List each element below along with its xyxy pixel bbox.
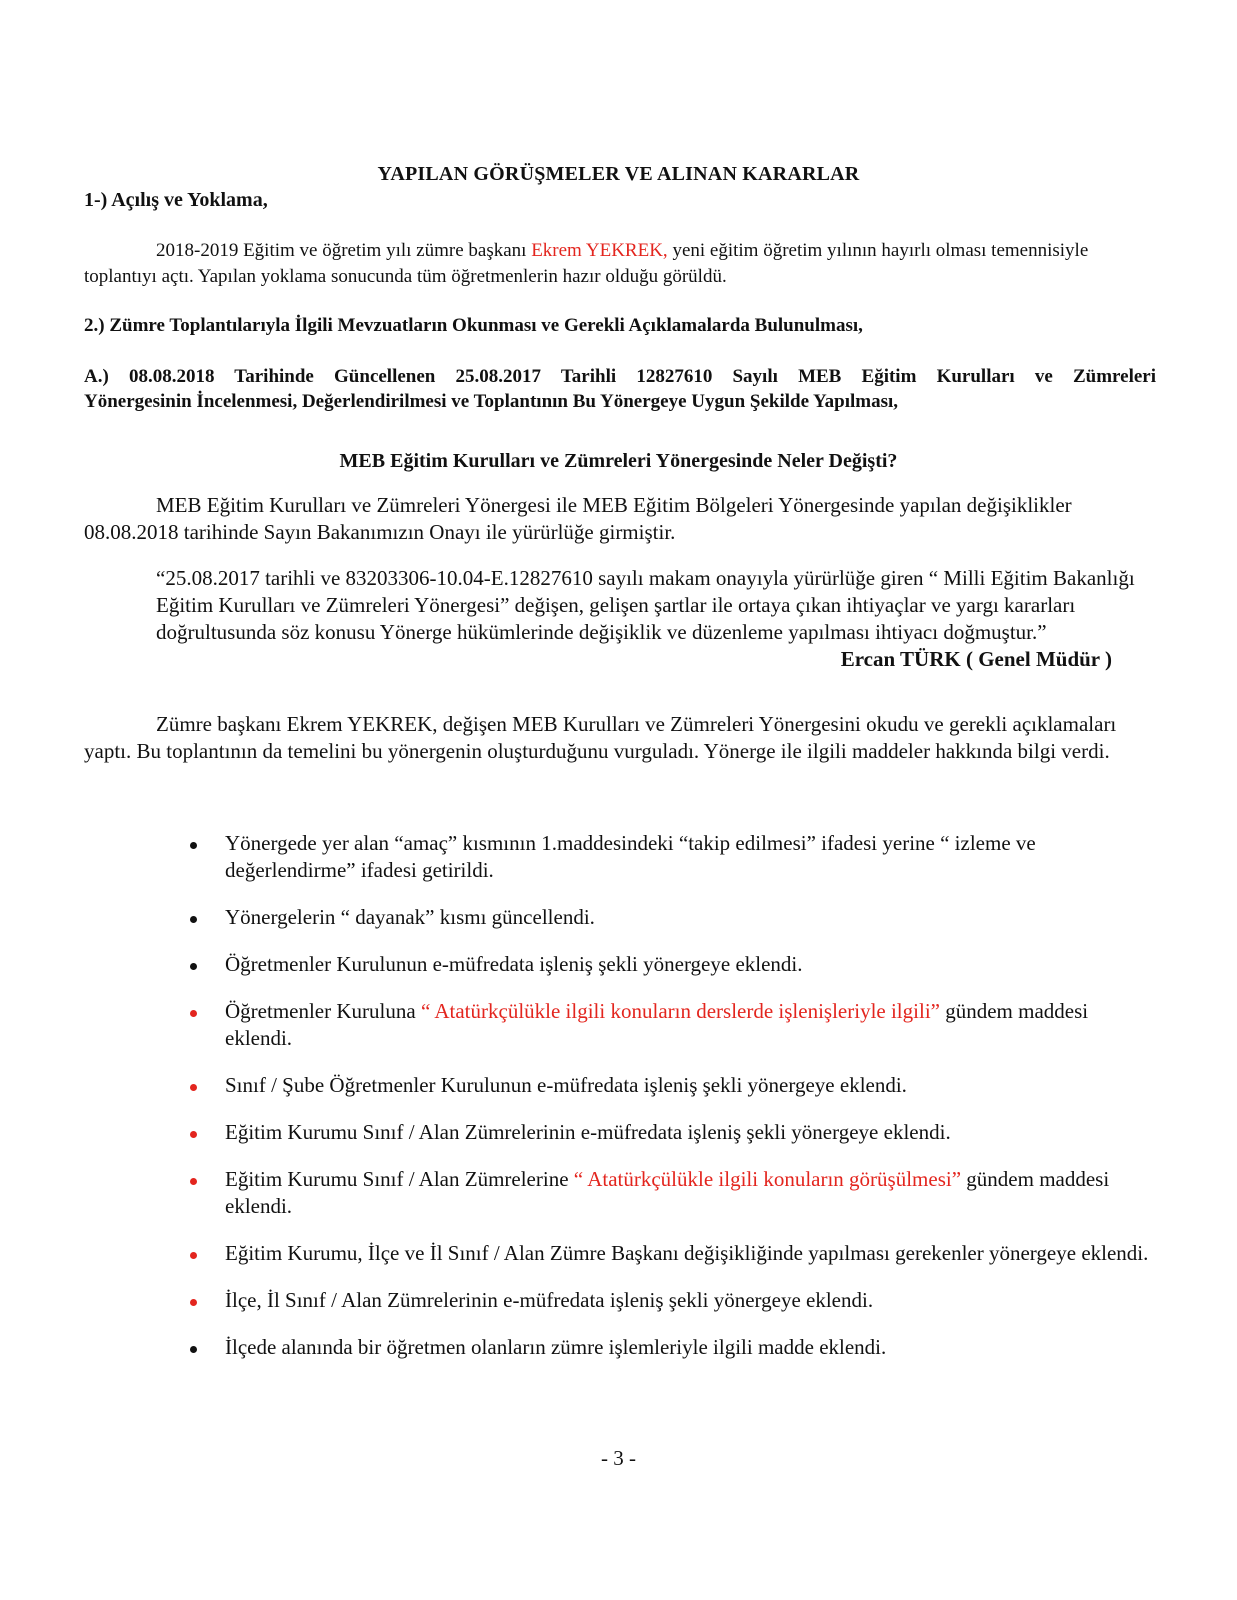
list-item-text: gündem maddesi eklendi. xyxy=(225,999,1089,1050)
list-item-text: Yönergede yer alan “amaç” kısmının 1.maddesindeki “takip edilmesi” ifadesi yerine “ izleme ve değerlendirme” ifadesi getirildi. xyxy=(225,831,1036,882)
list-item-text: Sınıf / Şube Öğretmenler Kurulunun e-müfredata işleniş şekli yönergeye eklendi. xyxy=(225,1073,907,1097)
list-item xyxy=(190,830,1150,884)
list-item xyxy=(190,1240,1150,1267)
list-item xyxy=(190,998,1150,1052)
bullet-icon xyxy=(190,1084,197,1091)
list-item xyxy=(190,1119,1150,1146)
list-item xyxy=(190,1334,1150,1361)
list-item-text: gündem maddesi eklendi. xyxy=(225,1167,1110,1218)
bullet-icon xyxy=(190,1252,197,1259)
para-text: yeni eğitim öğretim yılının hayırlı olması temennisiyle toplantıyı açtı. Yapılan yoklama sonucunda tüm öğretmenlerin hazır olduğu görüldü. xyxy=(84,240,1089,287)
quote-block xyxy=(156,565,1156,673)
list-item-text: İlçe, İl Sınıf / Alan Zümrelerinin e-müfredata işleniş şekli yönergeye eklendi. xyxy=(225,1288,874,1312)
list-item-text: Yönergelerin “ dayanak” kısmı güncellendi. xyxy=(225,905,595,929)
list-item xyxy=(190,951,1150,978)
bullet-icon xyxy=(190,1346,197,1353)
page-title: YAPILAN GÖRÜŞMELER VE ALINAN KARARLAR xyxy=(377,163,860,185)
section-2-heading: 2.) Zümre Toplantılarıyla İlgili Mevzuatların Okunması ve Gerekli Açıklamalarda Bulunulması, xyxy=(84,315,863,336)
list-item-text: Öğretmenler Kuruluna xyxy=(225,999,421,1023)
list-item xyxy=(190,904,1150,931)
list-item xyxy=(190,1287,1150,1314)
changes-list xyxy=(190,830,1150,1381)
quote-text: “25.08.2017 tarihli ve 83203306-10.04-E.12827610 sayılı makam onayıyla yürürlüğe giren “ Milli Eğitim Bakanlığı Eğitim Kurulları ve Zümreleri Yönergesi” değişen, gelişen şartlar ile ortaya çıkan ihtiyaçlar ve yargı kararları doğrultusunda söz konusu Yönerge hükümlerinde değişiklik ve düzenleme yapılması ihtiyacı doğmuştur.” xyxy=(156,566,1135,644)
list-item-text: Eğitim Kurumu, İlçe ve İl Sınıf / Alan Zümre Başkanı değişikliğinde yapılması gerekenler yönergeye eklendi. xyxy=(225,1241,1149,1265)
bullet-icon xyxy=(190,1299,197,1306)
list-item-text: İlçede alanında bir öğretmen olanların zümre işlemleriyle ilgili madde eklendi. xyxy=(225,1335,887,1359)
bullet-icon xyxy=(190,916,197,923)
zumre-paragraph: Zümre başkanı Ekrem YEKREK, değişen MEB Kurulları ve Zümreleri Yönergesini okudu ve gerekli açıklamaları yaptı. Bu toplantının da temelini bu yönergenin oluşturduğunu vurguladı. Yönerge ile ilgili maddeler hakkında bilgi verdi. xyxy=(84,712,1117,763)
para-text: 2018-2019 Eğitim ve öğretim yılı zümre başkanı xyxy=(156,240,532,261)
list-item-highlight: “ Atatürkçülükle ilgili konuların derslerde işlenişleriyle ilgili” xyxy=(420,999,940,1023)
section-a-heading xyxy=(84,364,1156,414)
section-a-line-2: Yönergesinin İncelenmesi, Değerlendirilmesi ve Toplantının Bu Yönergeye Uygun Şekilde Yapılması, xyxy=(84,391,899,412)
list-item-highlight: “ Atatürkçülükle ilgili konuların görüşülmesi” xyxy=(573,1167,962,1191)
page-number: - 3 - xyxy=(601,1446,636,1470)
bullet-icon xyxy=(190,1131,197,1138)
list-item xyxy=(190,1166,1150,1220)
quote-signature: Ercan TÜRK ( Genel Müdür ) xyxy=(840,647,1112,671)
chair-name: Ekrem YEKREK, xyxy=(531,240,668,261)
list-item-text: Eğitim Kurumu Sınıf / Alan Zümrelerine xyxy=(225,1167,574,1191)
section-1-heading: 1-) Açılış ve Yoklama, xyxy=(84,189,268,211)
section-1-paragraph xyxy=(84,238,1156,290)
bullet-icon xyxy=(190,1010,197,1017)
list-item xyxy=(190,1072,1150,1099)
bullet-icon xyxy=(190,842,197,849)
list-item-text: Öğretmenler Kurulunun e-müfredata işleniş şekli yönergeye eklendi. xyxy=(225,952,803,976)
meb-heading: MEB Eğitim Kurulları ve Zümreleri Yönergesinde Neler Değişti? xyxy=(339,450,898,472)
section-a-line-1: A.) 08.08.2018 Tarihinde Güncellenen 25.08.2017 Tarihli 12827610 Sayılı MEB Eğitim Kurulları ve Zümreleri xyxy=(84,366,1156,387)
bullet-icon xyxy=(190,963,197,970)
list-item-text: Eğitim Kurumu Sınıf / Alan Zümrelerinin e-müfredata işleniş şekli yönergeye eklendi. xyxy=(225,1120,951,1144)
bullet-icon xyxy=(190,1178,197,1185)
meb-paragraph: MEB Eğitim Kurulları ve Zümreleri Yönergesi ile MEB Eğitim Bölgeleri Yönergesinde yapılan değişiklikler 08.08.2018 tarihinde Sayın Bakanımızın Onayı ile yürürlüğe girmiştir. xyxy=(84,493,1072,544)
